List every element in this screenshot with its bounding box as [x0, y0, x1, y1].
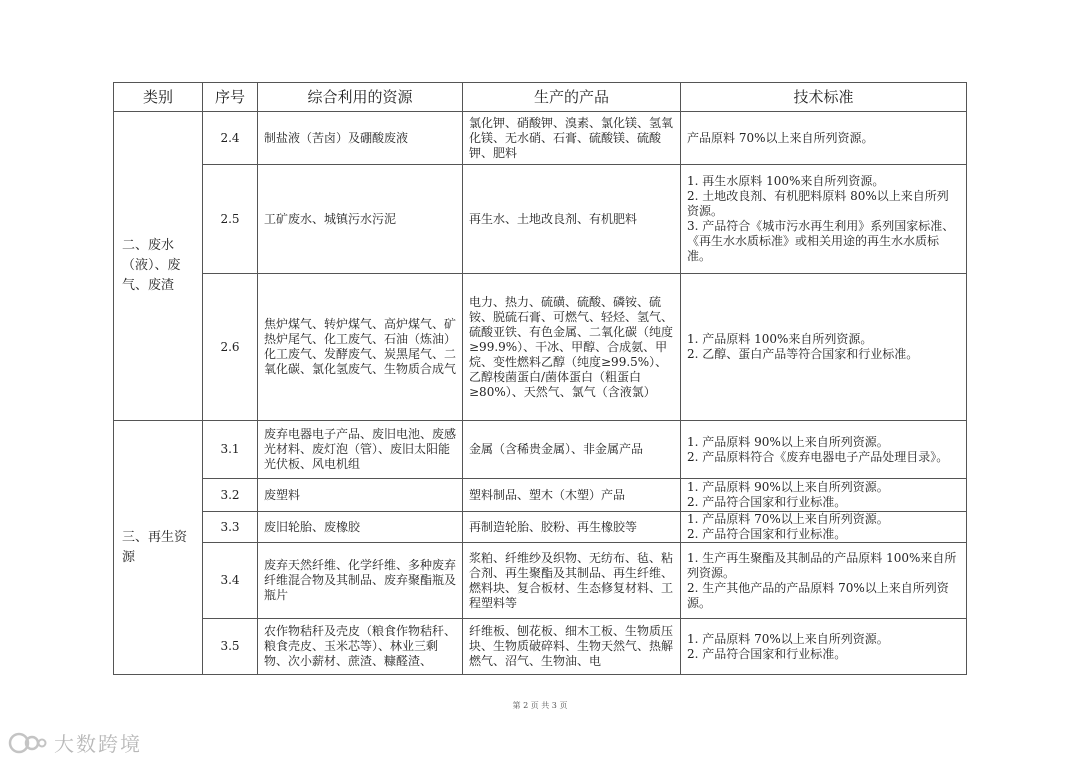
table-row: [114, 421, 967, 479]
product-cell: 氯化钾、硝酸钾、溴素、氯化镁、氢氧化镁、无水硝、石膏、硫酸镁、硫酸钾、肥料: [463, 112, 681, 165]
standard-cell: 1. 产品原料 100%来自所列资源。 2. 乙醇、蛋白产品等符合国家和行业标准。: [681, 274, 967, 421]
product-cell: 纤维板、刨花板、细木工板、生物质压块、生物质破碎料、生物天然气、热解燃气、沼气、生物油、电: [463, 619, 681, 675]
resource-cell: 废旧轮胎、废橡胶: [258, 512, 463, 543]
category-cell: 三、再生资源: [114, 421, 203, 675]
standard-cell: 1. 产品原料 70%以上来自所列资源。 2. 产品符合国家和行业标准。: [681, 619, 967, 675]
product-cell: 浆粕、纤维纱及织物、无纺布、毡、粘合剂、再生聚酯及其制品、再生纤维、燃料块、复合板材、生态修复材料、工程塑料等: [463, 543, 681, 619]
table-row: [114, 479, 967, 512]
product-cell: 再生水、土地改良剂、有机肥料: [463, 165, 681, 274]
header-resource: 综合利用的资源: [258, 83, 463, 112]
header-product: 生产的产品: [463, 83, 681, 112]
standard-cell: 产品原料 70%以上来自所列资源。: [681, 112, 967, 165]
standard-cell: 1. 产品原料 90%以上来自所列资源。 2. 产品符合国家和行业标准。: [681, 479, 967, 512]
seq-cell: 2.4: [203, 112, 258, 165]
seq-cell: 2.5: [203, 165, 258, 274]
table-row: [114, 112, 967, 165]
standard-cell: 1. 产品原料 70%以上来自所列资源。 2. 产品符合国家和行业标准。: [681, 512, 967, 543]
seq-cell: 3.1: [203, 421, 258, 479]
table-row: [114, 543, 967, 619]
product-cell: 再制造轮胎、胶粉、再生橡胶等: [463, 512, 681, 543]
header-seq: 序号: [203, 83, 258, 112]
seq-cell: 3.5: [203, 619, 258, 675]
standard-cell: 1. 再生水原料 100%来自所列资源。 2. 土地改良剂、有机肥料原料 80%以上来自所列资源。 3. 产品符合《城市污水再生利用》系列国家标准、《再生水水质标准》或相关用途的再生水水质标准。: [681, 165, 967, 274]
resource-cell: 焦炉煤气、转炉煤气、高炉煤气、矿热炉尾气、化工废气、石油（炼油）化工废气、发酵废气、炭黑尾气、二氧化碳、氯化氢废气、生物质合成气: [258, 274, 463, 421]
watermark-logo-icon: [6, 730, 48, 756]
seq-cell: 3.3: [203, 512, 258, 543]
seq-cell: 2.6: [203, 274, 258, 421]
product-cell: 电力、热力、硫磺、硫酸、磷铵、硫铵、脱硫石膏、可燃气、轻烃、氢气、硫酸亚铁、有色金属、二氧化碳（纯度≥99.9%）、干冰、甲醇、合成氨、甲烷、变性燃料乙醇（纯度≥99.5%）、乙醇梭菌蛋白/菌体蛋白（粗蛋白≥80%）、天然气、氯气（含液氯）: [463, 274, 681, 421]
watermark: [6, 728, 142, 757]
table-row: [114, 274, 967, 421]
product-cell: 塑料制品、塑木（木塑）产品: [463, 479, 681, 512]
standard-cell: 1. 生产再生聚酯及其制品的产品原料 100%来自所列资源。 2. 生产其他产品的产品原料 70%以上来自所列资源。: [681, 543, 967, 619]
resource-cell: 农作物秸秆及壳皮（粮食作物秸秆、粮食壳皮、玉米芯等）、林业三剩物、次小薪材、蔗渣、糠醛渣、: [258, 619, 463, 675]
header-category: 类别: [114, 83, 203, 112]
resource-cell: 工矿废水、城镇污水污泥: [258, 165, 463, 274]
table-row: [114, 512, 967, 543]
table-row: [114, 619, 967, 675]
table-row: [114, 165, 967, 274]
seq-cell: 3.4: [203, 543, 258, 619]
category-cell: 二、废水（液）、废气、废渣: [114, 112, 203, 421]
resource-cell: 废弃电器电子产品、废旧电池、废感光材料、废灯泡（管）、废旧太阳能光伏板、风电机组: [258, 421, 463, 479]
seq-cell: 3.2: [203, 479, 258, 512]
page-footer: 第 2 页 共 3 页: [512, 701, 568, 710]
resource-table: [113, 82, 967, 675]
watermark-text: 大数跨境: [54, 732, 142, 756]
resource-cell: 废塑料: [258, 479, 463, 512]
resource-cell: 废弃天然纤维、化学纤维、多种废弃纤维混合物及其制品、废弃聚酯瓶及瓶片: [258, 543, 463, 619]
table-header-row: [114, 83, 967, 112]
header-standard: 技术标准: [681, 83, 967, 112]
resource-cell: 制盐液（苦卤）及硼酸废液: [258, 112, 463, 165]
standard-cell: 1. 产品原料 90%以上来自所列资源。 2. 产品原料符合《废弃电器电子产品处理目录》。: [681, 421, 967, 479]
product-cell: 金属（含稀贵金属）、非金属产品: [463, 421, 681, 479]
